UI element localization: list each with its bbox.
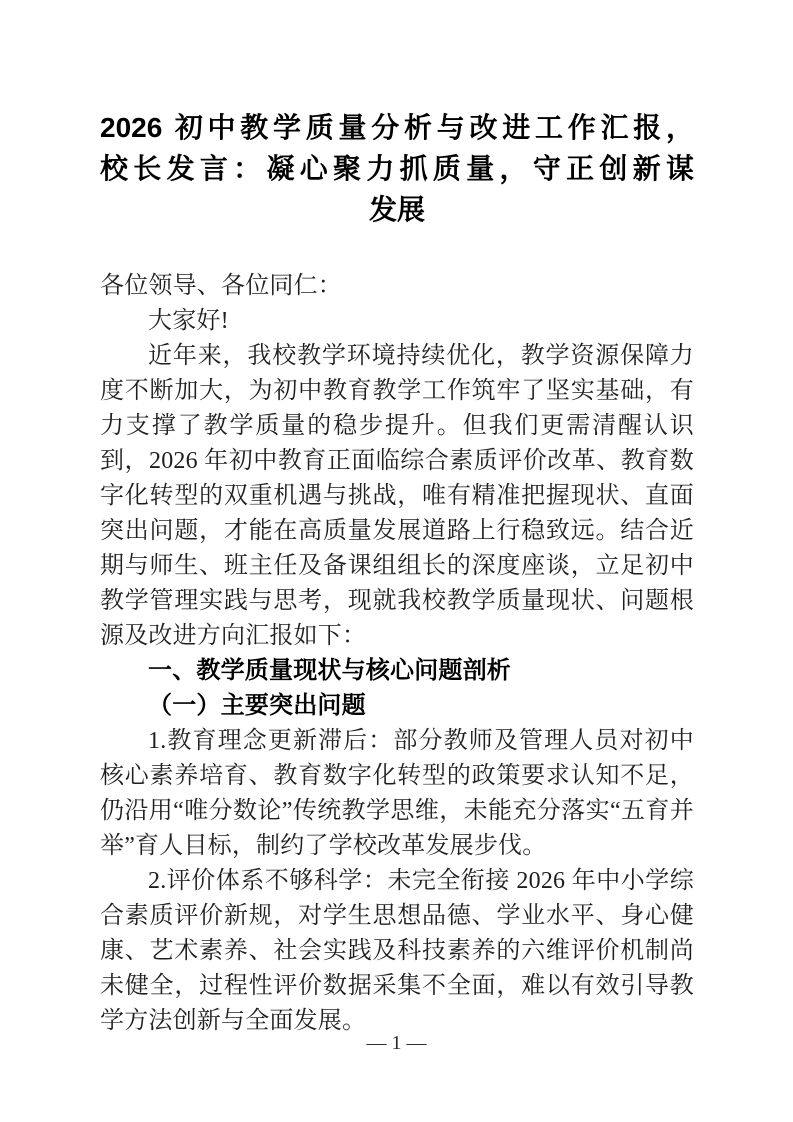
intro-paragraph: 近年来，我校教学环境持续优化，教学资源保障力度不断加大，为初中教育教学工作筑牢了坚实基础，有力支撑了教学质量的稳步提升。但我们更需清醒认识到，2026 年初中教育正面临综合素质评价改革、教育数字化转型的双重机遇与挑战，唯有精准把握现状、直面突出问题，才能在高质量发展道路上行稳致远。结合近期与师生、班主任及备课组组长的深度座谈，立足初中教学管理实践与思考，现就我校教学质量现状、问题根源及改进方向汇报如下： (100, 343, 694, 649)
problem-item-1: 1.教育理念更新滞后：部分教师及管理人员对初中核心素养培育、教育数字化转型的政策要求认知不足，仍沿用“唯分数论”传统教学思维，未能充分落实“五育并举”育人目标，制约了学校改革发展步伐。 (100, 728, 694, 859)
page-title-line-3: 发展 (368, 194, 425, 225)
page-title-line-1: 2026 初中教学质量分析与改进工作汇报， (100, 112, 694, 143)
greeting-paragraph: 大家好! (148, 308, 229, 334)
document-body (100, 269, 694, 1039)
page-title (100, 0, 694, 230)
document-content (100, 0, 694, 1039)
section-heading-one: 一、教学质量现状与核心问题剖析 (148, 658, 511, 684)
page-title-line-2: 校长发言：凝心聚力抓质量，守正创新谋 (100, 153, 694, 184)
problem-item-2: 2.评价体系不够科学：未完全衔接 2026 年中小学综合素质评价新规，对学生思想品德、学业水平、身心健康、艺术素养、社会实践及科技素养的六维评价机制尚未健全，过程性评价数据采集不全面，难以有效引导教学方法创新与全面发展。 (100, 868, 694, 1034)
page-number-footer: — 1 — (366, 1032, 427, 1054)
subsection-heading-one-a: （一）主要突出问题 (148, 693, 366, 719)
salutation-line: 各位领导、各位同仁： (100, 273, 342, 299)
